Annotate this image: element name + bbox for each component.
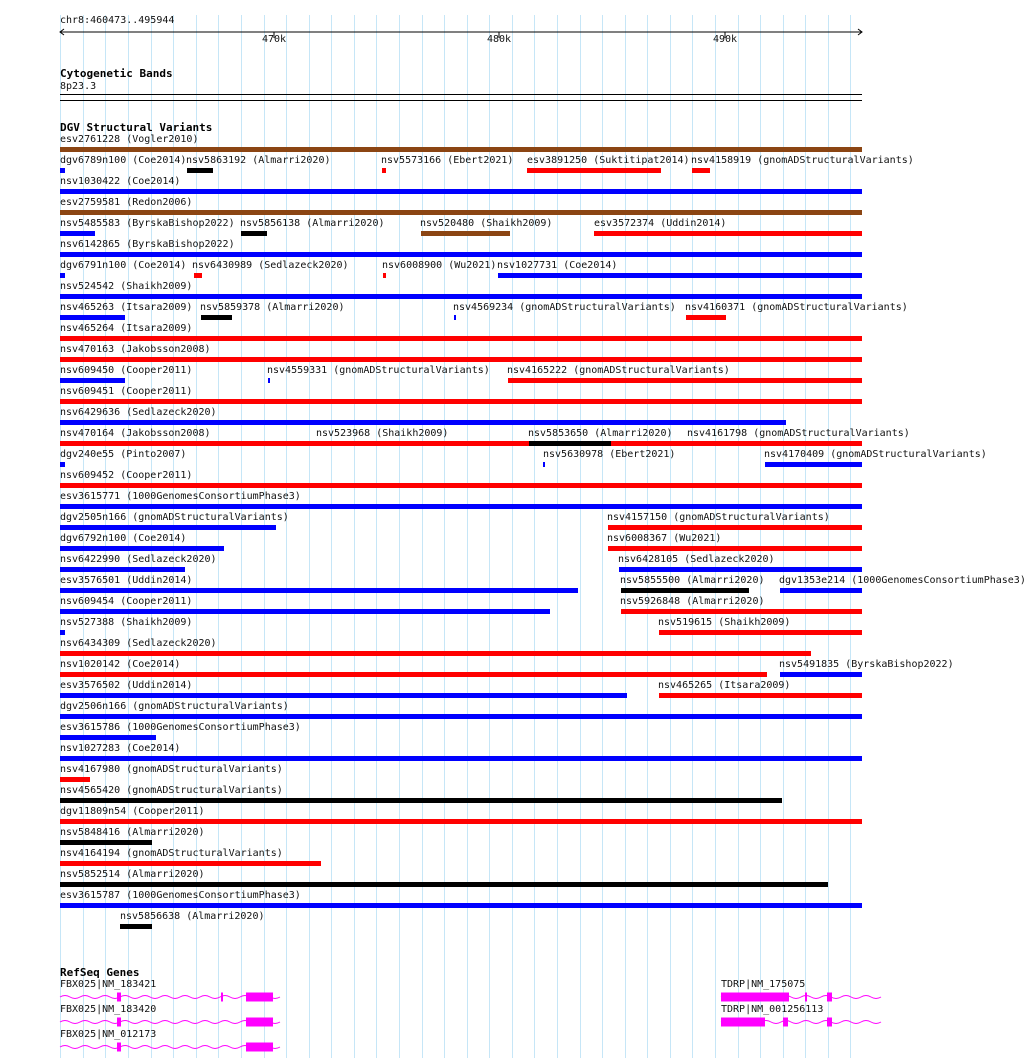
variant-bar[interactable]: [659, 693, 862, 698]
variant-label: esv3572374 (Uddin2014): [594, 218, 727, 229]
variant-bar[interactable]: [194, 273, 202, 278]
variant-bar[interactable]: [60, 819, 862, 824]
gene-label: FBX025|NM_183420: [60, 1004, 157, 1015]
variant-label: nsv4161798 (gnomADStructuralVariants): [687, 428, 910, 439]
variant-bar[interactable]: [60, 525, 276, 530]
variant-label: dgv1353e214 (1000GenomesConsortiumPhase3): [779, 575, 1026, 586]
variant-bar[interactable]: [60, 861, 321, 866]
variant-label: esv2759581 (Redon2006): [60, 197, 193, 208]
variant-bar[interactable]: [659, 630, 862, 635]
variant-bar[interactable]: [60, 567, 185, 572]
variant-bar[interactable]: [60, 756, 862, 761]
grid-line: [309, 15, 310, 1058]
variant-label: esv3576501 (Uddin2014): [60, 575, 193, 586]
grid-line: [783, 15, 784, 1058]
variant-label: dgv6792n100 (Coe2014): [60, 533, 187, 544]
variant-bar[interactable]: [765, 462, 862, 467]
variant-bar[interactable]: [60, 399, 862, 404]
grid-line: [399, 15, 400, 1058]
variant-label: nsv465263 (Itsara2009): [60, 302, 193, 313]
variant-bar[interactable]: [60, 231, 95, 236]
variant-label: nsv4158919 (gnomADStructuralVariants): [691, 155, 914, 166]
variant-bar[interactable]: [686, 315, 726, 320]
variant-label: nsv4170409 (gnomADStructuralVariants): [764, 449, 987, 460]
ruler-axis: [0, 26, 890, 46]
variant-bar[interactable]: [60, 672, 767, 677]
variant-bar[interactable]: [60, 609, 550, 614]
tick-label-490k: 490k: [713, 34, 738, 45]
dgv-track-title[interactable]: DGV Structural Variants: [60, 121, 213, 134]
variant-bar[interactable]: [60, 378, 125, 383]
location-label: chr8:460473..495944: [60, 15, 175, 26]
variant-label: nsv4559331 (gnomADStructuralVariants): [267, 365, 490, 376]
variant-label: esv3615787 (1000GenomesConsortiumPhase3): [60, 890, 301, 901]
variant-label: nsv609451 (Cooper2011): [60, 386, 193, 397]
variant-bar[interactable]: [543, 462, 545, 467]
gene-label: FBX025|NM_183421: [60, 979, 157, 990]
variant-label: dgv2505n166 (gnomADStructuralVariants): [60, 512, 289, 523]
variant-bar[interactable]: [60, 294, 862, 299]
variant-label: nsv5852514 (Almarri2020): [60, 869, 205, 880]
variant-label: dgv6791n100 (Coe2014): [60, 260, 187, 271]
variant-label: nsv5856638 (Almarri2020): [120, 911, 265, 922]
variant-label: nsv6430989 (Sedlazeck2020): [192, 260, 349, 271]
variant-bar[interactable]: [421, 231, 510, 236]
variant-label: nsv5859378 (Almarri2020): [200, 302, 345, 313]
variant-label: nsv524542 (Shaikh2009): [60, 281, 193, 292]
variant-bar[interactable]: [527, 168, 661, 173]
variant-label: nsv6429636 (Sedlazeck2020): [60, 407, 217, 418]
variant-bar[interactable]: [608, 546, 862, 551]
variant-bar[interactable]: [60, 504, 862, 509]
grid-line: [489, 15, 490, 1058]
variant-label: dgv6789n100 (Coe2014): [60, 155, 187, 166]
grid-line: [805, 15, 806, 1058]
variant-label: nsv6434309 (Sedlazeck2020): [60, 638, 217, 649]
variant-bar[interactable]: [201, 315, 232, 320]
cytoband-track-title[interactable]: Cytogenetic Bands: [60, 67, 173, 80]
variant-label: nsv5856138 (Almarri2020): [240, 218, 385, 229]
variant-label: nsv5485583 (ByrskaBishop2022): [60, 218, 235, 229]
variant-label: dgv11809n54 (Cooper2011): [60, 806, 205, 817]
variant-label: nsv1027283 (Coe2014): [60, 743, 181, 754]
variant-bar[interactable]: [60, 630, 65, 635]
variant-bar[interactable]: [498, 273, 862, 278]
variant-label: nsv4565420 (gnomADStructuralVariants): [60, 785, 283, 796]
variant-label: nsv5853650 (Almarri2020): [528, 428, 673, 439]
variant-label: nsv4157150 (gnomADStructuralVariants): [607, 512, 830, 523]
variant-bar[interactable]: [621, 588, 749, 593]
variant-label: nsv609452 (Cooper2011): [60, 470, 193, 481]
grid-line: [467, 15, 468, 1058]
grid-line: [354, 15, 355, 1058]
cytoband-line-bottom: [60, 100, 862, 101]
variant-bar[interactable]: [60, 147, 862, 152]
grid-line: [422, 15, 423, 1058]
variant-label: nsv6008900 (Wu2021): [382, 260, 497, 271]
variant-bar[interactable]: [529, 441, 611, 446]
variant-bar[interactable]: [60, 651, 811, 656]
variant-bar[interactable]: [60, 882, 828, 887]
variant-label: nsv4167980 (gnomADStructuralVariants): [60, 764, 283, 775]
variant-bar[interactable]: [689, 441, 691, 446]
variant-bar[interactable]: [383, 273, 386, 278]
variant-bar[interactable]: [60, 315, 125, 320]
grid-line: [376, 15, 377, 1058]
grid-line: [444, 15, 445, 1058]
variant-bar[interactable]: [60, 168, 65, 173]
variant-label: nsv4160371 (gnomADStructuralVariants): [685, 302, 908, 313]
variant-bar[interactable]: [60, 189, 862, 194]
variant-bar[interactable]: [60, 840, 152, 845]
variant-label: nsv519615 (Shaikh2009): [658, 617, 791, 628]
grid-line: [828, 15, 829, 1058]
variant-label: nsv5491835 (ByrskaBishop2022): [779, 659, 954, 670]
variant-bar[interactable]: [60, 336, 862, 341]
variant-label: nsv1027731 (Coe2014): [497, 260, 618, 271]
variant-bar[interactable]: [608, 525, 862, 530]
variant-label: nsv520480 (Shaikh2009): [420, 218, 553, 229]
variant-label: esv3891250 (Suktitipat2014): [527, 155, 690, 166]
variant-label: nsv4164194 (gnomADStructuralVariants): [60, 848, 283, 859]
variant-bar[interactable]: [60, 273, 65, 278]
grid-line: [850, 15, 851, 1058]
variant-label: nsv1020142 (Coe2014): [60, 659, 181, 670]
variant-bar[interactable]: [120, 924, 152, 929]
variant-label: nsv6428105 (Sedlazeck2020): [618, 554, 775, 565]
variant-bar[interactable]: [60, 210, 862, 215]
variant-bar[interactable]: [241, 231, 267, 236]
grid-line: [760, 15, 761, 1058]
variant-bar[interactable]: [382, 168, 386, 173]
gene-label: TDRP|NM_175075: [721, 979, 806, 990]
cytoband-label: 8p23.3: [60, 81, 97, 92]
gene-model[interactable]: [0, 1040, 890, 1054]
variant-bar[interactable]: [60, 777, 90, 782]
variant-bar[interactable]: [619, 567, 862, 572]
variant-label: esv3615771 (1000GenomesConsortiumPhase3): [60, 491, 301, 502]
variant-bar[interactable]: [60, 714, 862, 719]
variant-bar[interactable]: [60, 462, 65, 467]
gene-model[interactable]: [0, 990, 890, 1004]
variant-bar[interactable]: [187, 168, 213, 173]
variant-bar[interactable]: [60, 693, 627, 698]
tick-label-470k: 470k: [262, 34, 287, 45]
variant-bar[interactable]: [317, 441, 401, 446]
variant-bar[interactable]: [621, 609, 862, 614]
variant-label: nsv5926848 (Almarri2020): [620, 596, 765, 607]
variant-label: nsv6422990 (Sedlazeck2020): [60, 554, 217, 565]
variant-bar[interactable]: [60, 420, 786, 425]
variant-bar[interactable]: [60, 441, 862, 446]
variant-label: nsv523968 (Shaikh2009): [316, 428, 449, 439]
gene-label: TDRP|NM_001256113: [721, 1004, 824, 1015]
variant-label: nsv527388 (Shaikh2009): [60, 617, 193, 628]
variant-bar[interactable]: [594, 231, 862, 236]
variant-bar[interactable]: [60, 798, 782, 803]
variant-label: nsv6142865 (ByrskaBishop2022): [60, 239, 235, 250]
variant-bar[interactable]: [60, 903, 862, 908]
variant-label: nsv4569234 (gnomADStructuralVariants): [453, 302, 676, 313]
refseq-track-title[interactable]: RefSeq Genes: [60, 966, 140, 979]
variant-label: nsv5848416 (Almarri2020): [60, 827, 205, 838]
variant-label: nsv470163 (Jakobsson2008): [60, 344, 211, 355]
variant-bar[interactable]: [60, 546, 224, 551]
variant-label: nsv609454 (Cooper2011): [60, 596, 193, 607]
variant-label: nsv470164 (Jakobsson2008): [60, 428, 211, 439]
variant-bar[interactable]: [454, 315, 456, 320]
variant-label: dgv2506n166 (gnomADStructuralVariants): [60, 701, 289, 712]
gene-label: FBX025|NM_012173: [60, 1029, 157, 1040]
grid-line: [331, 15, 332, 1058]
variant-bar[interactable]: [60, 252, 862, 257]
variant-label: nsv5630978 (Ebert2021): [543, 449, 676, 460]
variant-bar[interactable]: [268, 378, 270, 383]
variant-label: nsv5573166 (Ebert2021): [381, 155, 514, 166]
variant-label: nsv609450 (Cooper2011): [60, 365, 193, 376]
cytoband-line-top: [60, 94, 862, 95]
variant-bar[interactable]: [60, 357, 862, 362]
grid-line: [738, 15, 739, 1058]
variant-label: esv2761228 (Vogler2010): [60, 134, 199, 145]
variant-label: nsv5855500 (Almarri2020): [620, 575, 765, 586]
gene-model[interactable]: [0, 1015, 890, 1029]
variant-bar[interactable]: [508, 378, 862, 383]
variant-bar[interactable]: [60, 735, 156, 740]
variant-label: esv3576502 (Uddin2014): [60, 680, 193, 691]
variant-label: nsv1030422 (Coe2014): [60, 176, 181, 187]
variant-label: esv3615786 (1000GenomesConsortiumPhase3): [60, 722, 301, 733]
variant-label: nsv6008367 (Wu2021): [607, 533, 722, 544]
variant-bar[interactable]: [780, 588, 862, 593]
variant-label: nsv465265 (Itsara2009): [658, 680, 791, 691]
variant-bar[interactable]: [60, 588, 578, 593]
variant-label: nsv465264 (Itsara2009): [60, 323, 193, 334]
variant-label: dgv240e55 (Pinto2007): [60, 449, 187, 460]
variant-label: nsv5863192 (Almarri2020): [186, 155, 331, 166]
variant-bar[interactable]: [60, 483, 862, 488]
variant-bar[interactable]: [780, 672, 862, 677]
tick-label-480k: 480k: [487, 34, 512, 45]
variant-label: nsv4165222 (gnomADStructuralVariants): [507, 365, 730, 376]
variant-bar[interactable]: [692, 168, 710, 173]
grid-line: [512, 15, 513, 1058]
